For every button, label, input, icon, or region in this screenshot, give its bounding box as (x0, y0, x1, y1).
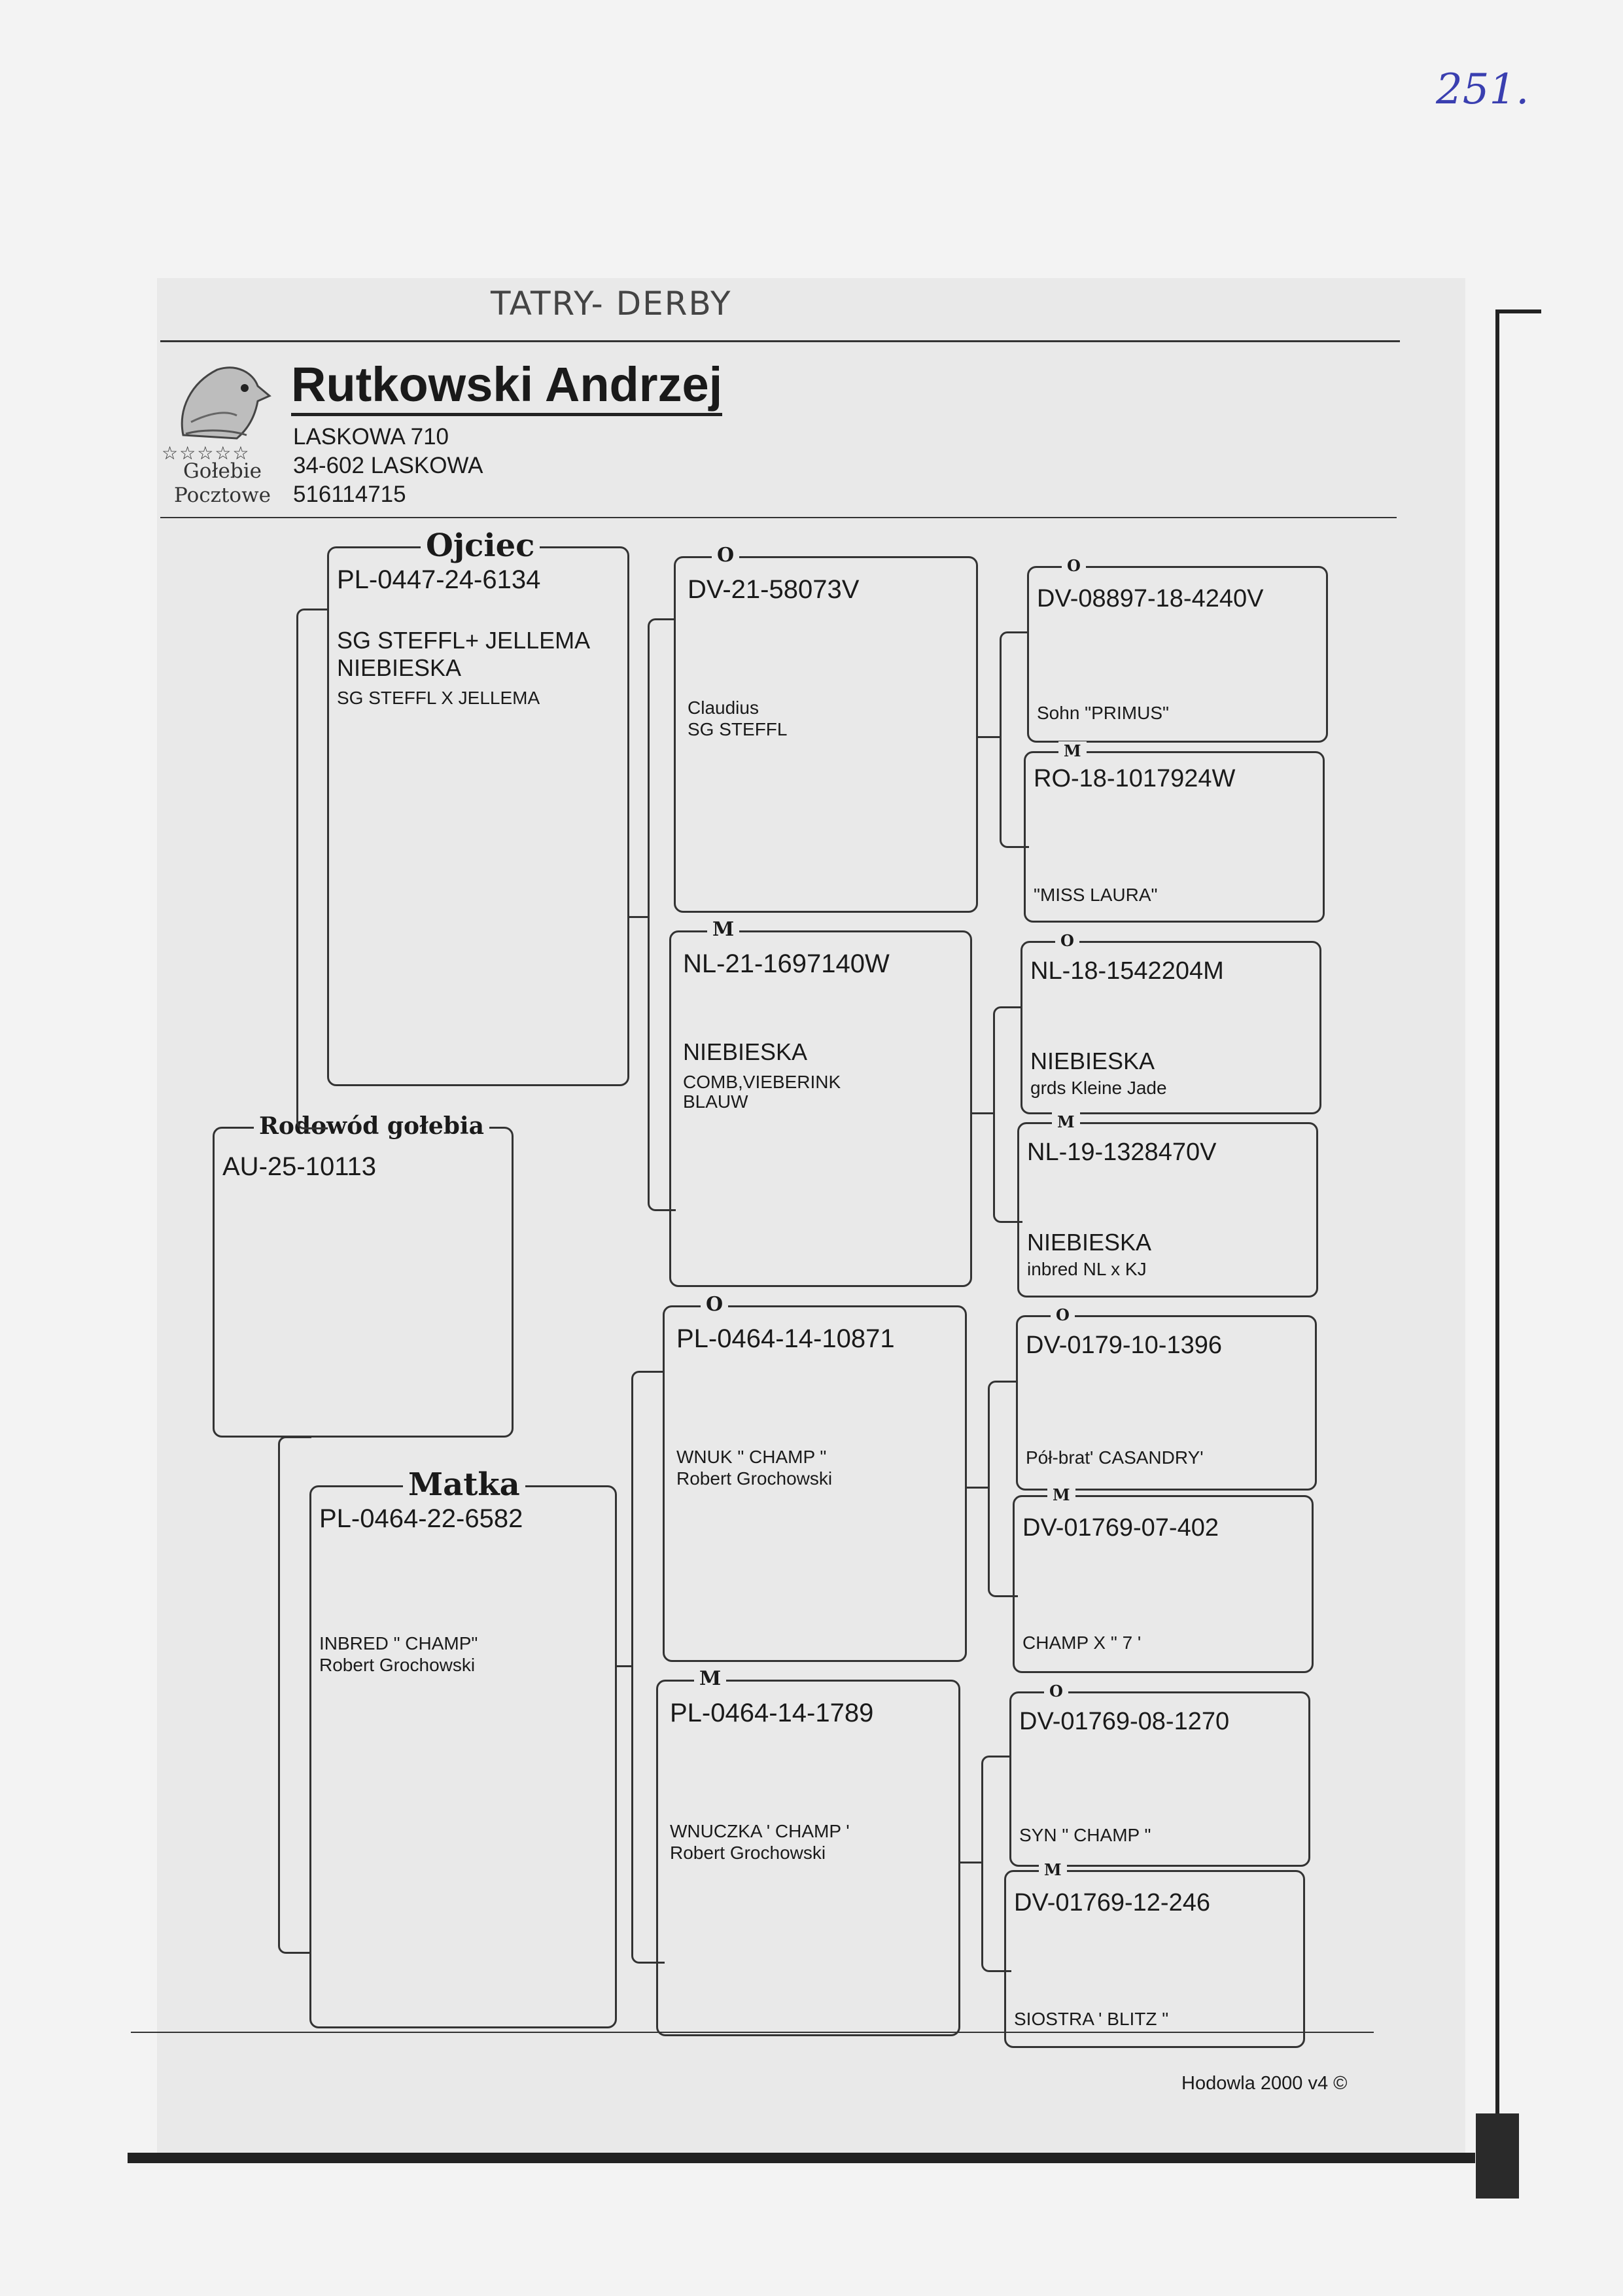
ring-number: DV-08897-18-4240V (1037, 585, 1264, 612)
pigeon-color: NIEBIESKA (1030, 1048, 1155, 1074)
box-label: O (1055, 931, 1079, 951)
pedigree-connector (988, 1381, 1018, 1597)
pedigree-connector (648, 618, 676, 1211)
pigeon-info: CHAMP X " 7 ' (1022, 1633, 1142, 1653)
pedigree-connector (631, 1371, 665, 1964)
pedigree-connector (981, 1756, 1011, 1972)
box-label: O (1062, 556, 1086, 576)
pigeon-info: inbred NL x KJ (1027, 1259, 1147, 1279)
logo-line: Pocztowe (174, 484, 271, 507)
box-label: M (1047, 1485, 1075, 1505)
ring-number: NL-18-1542204M (1030, 957, 1224, 985)
ring-number: NL-21-1697140W (683, 949, 890, 978)
subject-label: Rodowód gołebia (254, 1113, 489, 1139)
granddam-paternal-box (669, 918, 972, 1287)
father-box (327, 527, 629, 1086)
header-rule (160, 517, 1397, 518)
father-color: NIEBIESKA (337, 654, 462, 681)
scan-shadow (1495, 309, 1499, 2194)
box-label: M (1058, 741, 1087, 761)
mother-info: INBRED " CHAMP" (319, 1633, 478, 1653)
subject-box (213, 1112, 514, 1438)
ancestor-box (1016, 1305, 1317, 1491)
ancestor-box (1027, 556, 1328, 743)
mother-ring: PL-0464-22-6582 (319, 1504, 523, 1533)
scan-shadow (128, 2153, 1475, 2163)
ring-number: DV-21-58073V (688, 575, 860, 604)
ring-number: DV-01769-08-1270 (1019, 1708, 1230, 1735)
logo-stars: ☆☆☆☆☆ (162, 442, 251, 464)
logo-text (160, 459, 285, 508)
box-label: M (1052, 1112, 1080, 1132)
mother-box (309, 1466, 617, 2028)
pedigree-connector (978, 736, 1000, 738)
ring-number: RO-18-1017924W (1034, 765, 1236, 792)
father-name: SG STEFFL+ JELLEMA (337, 627, 591, 654)
mother-info: Robert Grochowski (319, 1655, 476, 1675)
pigeon-color: NIEBIESKA (683, 1038, 808, 1065)
father-info: SG STEFFL X JELLEMA (337, 688, 540, 708)
pedigree-connector (967, 1487, 988, 1489)
pigeon-color: NIEBIESKA (1027, 1229, 1152, 1256)
ancestor-box (1004, 1860, 1305, 2048)
pigeon-info: Claudius (688, 698, 759, 718)
footer-credit: Hodowla 2000 v4 © (1181, 2073, 1348, 2094)
ancestor-box (1009, 1682, 1310, 1867)
footer-rule (131, 2032, 1374, 2033)
grandsire-paternal-box (674, 544, 978, 913)
ring-number: PL-0464-14-1789 (670, 1699, 874, 1727)
pigeon-info: "MISS LAURA" (1034, 885, 1158, 905)
breeder-name: Rutkowski Andrzej (291, 357, 722, 416)
breeder-phone: 516114715 (293, 482, 406, 507)
ring-number: DV-01769-12-246 (1014, 1889, 1210, 1916)
breeder-street: LASKOWA 710 (293, 424, 449, 450)
father-ring: PL-0447-24-6134 (337, 565, 541, 594)
pigeon-info: BLAUW (683, 1091, 748, 1112)
subject-ring: AU-25-10113 (222, 1152, 376, 1181)
box-label: O (1044, 1682, 1068, 1701)
header-rule (160, 340, 1400, 342)
breeder-city: 34-602 LASKOWA (293, 453, 483, 478)
scan-shadow (1495, 309, 1541, 313)
pedigree-connector (629, 916, 648, 918)
ring-number: DV-01769-07-402 (1022, 1514, 1219, 1542)
pigeon-info: Sohn "PRIMUS" (1037, 703, 1169, 723)
pedigree-connector (296, 609, 328, 1129)
pedigree-connector (278, 1436, 311, 1954)
pigeon-info: SIOSTRA ' BLITZ " (1014, 2009, 1169, 2029)
pigeon-info: SYN " CHAMP " (1019, 1825, 1151, 1845)
handwritten-note: TATRY- DERBY (491, 285, 732, 323)
ring-number: NL-19-1328470V (1027, 1139, 1217, 1166)
pigeon-info: grds Kleine Jade (1030, 1078, 1167, 1098)
box-label: O (1051, 1305, 1075, 1325)
pedigree-connector (972, 1112, 993, 1114)
pigeon-info: Robert Grochowski (670, 1843, 826, 1863)
grandsire-maternal-box (663, 1293, 967, 1662)
pigeon-info: WNUK " CHAMP " (676, 1447, 827, 1467)
pedigree-connector (1000, 631, 1029, 848)
pigeon-info: COMB,VIEBERINK (683, 1072, 841, 1092)
pedigree-connector (960, 1862, 981, 1863)
box-label: M (1039, 1860, 1067, 1880)
ancestor-box (1017, 1112, 1318, 1298)
box-label: O (712, 542, 739, 569)
logo-line: Gołebie (183, 459, 262, 483)
pedigree-connector (993, 1006, 1022, 1223)
ring-number: DV-0179-10-1396 (1026, 1332, 1222, 1359)
ancestor-box (1024, 741, 1325, 923)
ancestor-box (1021, 931, 1321, 1114)
pigeon-info: SG STEFFL (688, 719, 788, 739)
box-label: O (701, 1292, 728, 1318)
box-label: M (707, 917, 739, 943)
box-label: M (694, 1666, 726, 1692)
pigeon-info: Pół-brat' CASANDRY' (1026, 1447, 1204, 1468)
ring-number: PL-0464-14-10871 (676, 1324, 895, 1353)
ancestor-box (1013, 1485, 1314, 1673)
page-number: 251. (1436, 65, 1529, 114)
granddam-maternal-box (656, 1667, 960, 2036)
mother-label: Matka (403, 1465, 525, 1504)
pigeon-info: Robert Grochowski (676, 1468, 833, 1489)
father-label: Ojciec (421, 526, 540, 565)
pedigree-connector (617, 1665, 631, 1667)
scan-shadow (1476, 2113, 1519, 2199)
pigeon-info: WNUCZKA ' CHAMP ' (670, 1821, 850, 1841)
